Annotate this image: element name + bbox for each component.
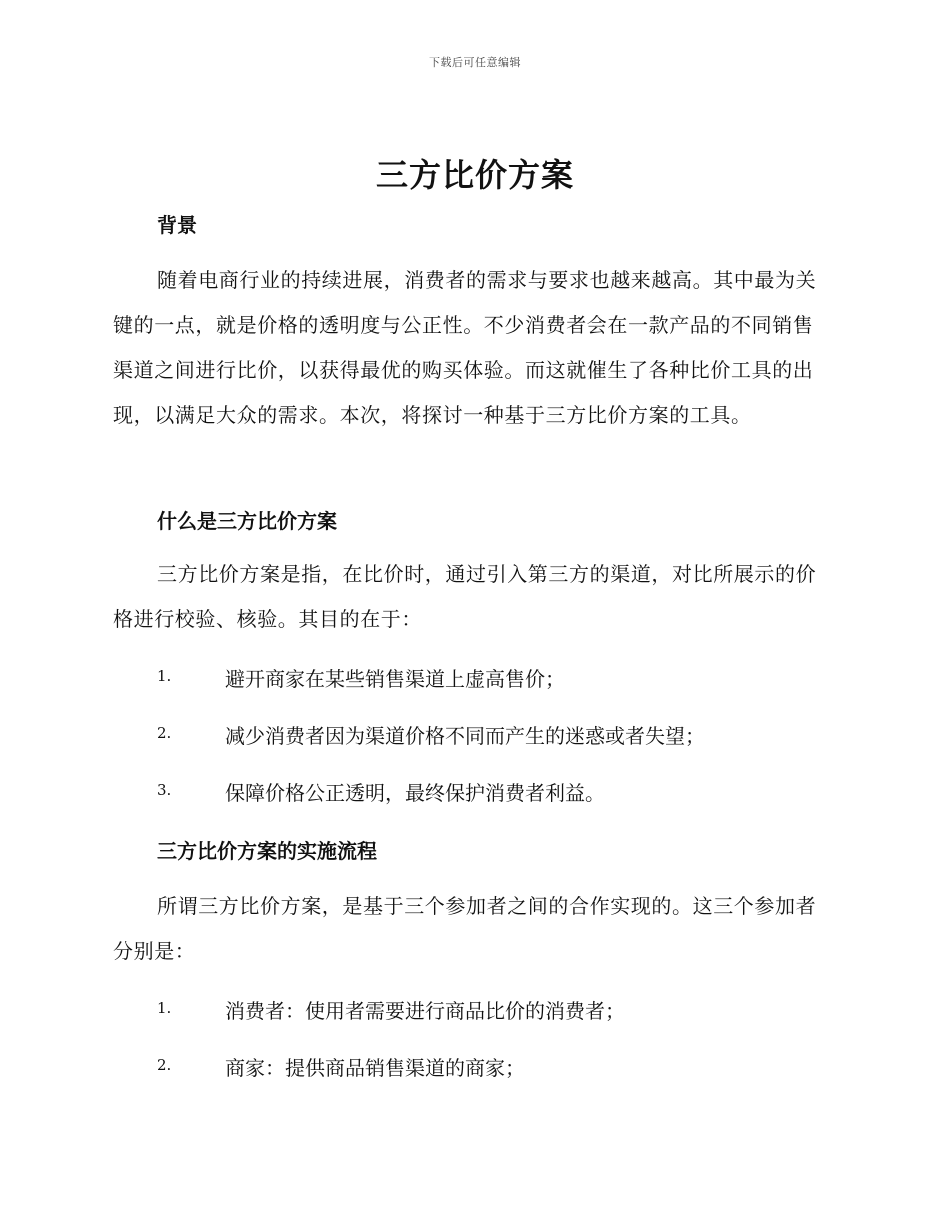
document-title: 三方比价方案 bbox=[375, 156, 574, 194]
list-item bbox=[157, 1052, 837, 1080]
list-number: 2. bbox=[157, 724, 172, 742]
list-number: 1. bbox=[157, 999, 172, 1017]
section-paragraph-process: 所谓三方比价方案，是基于三个参加者之间的合作实现的。这三个参加者分别是： bbox=[113, 894, 817, 963]
section-paragraph-background: 随着电商行业的持续进展，消费者的需求与要求也越来越高。其中最为关键的一点，就是价格的透明度与公正性。不少消费者会在一款产品的不同销售渠道之间进行比价，以获得最优的购买体验。而这就催生了各种比价工具的出现，以满足大众的需求。本次，将探讨一种基于三方比价方案的工具。 bbox=[113, 268, 817, 427]
section-heading-what-is: 什么是三方比价方案 bbox=[157, 509, 337, 533]
section-heading-background: 背景 bbox=[157, 213, 197, 237]
list-text: 商家：提供商品销售渠道的商家； bbox=[225, 1056, 525, 1080]
list-item bbox=[157, 720, 837, 748]
list-text: 避开商家在某些销售渠道上虚高售价； bbox=[225, 667, 565, 691]
list-item bbox=[157, 663, 837, 691]
list-text: 消费者：使用者需要进行商品比价的消费者； bbox=[225, 999, 625, 1023]
list-text: 保障价格公正透明，最终保护消费者利益。 bbox=[225, 781, 605, 805]
section-heading-process: 三方比价方案的实施流程 bbox=[157, 839, 377, 863]
section-paragraph-what-is: 三方比价方案是指，在比价时，通过引入第三方的渠道，对比所展示的价格进行校验、核验。其目的在于： bbox=[113, 562, 817, 631]
list-item bbox=[157, 995, 837, 1023]
list-number: 1. bbox=[157, 667, 172, 685]
list-number: 3. bbox=[157, 781, 172, 799]
list-text: 减少消费者因为渠道价格不同而产生的迷惑或者失望； bbox=[225, 724, 705, 748]
list-item bbox=[157, 777, 837, 805]
list-number: 2. bbox=[157, 1056, 172, 1074]
header-note: 下载后可任意编辑 bbox=[429, 56, 521, 69]
